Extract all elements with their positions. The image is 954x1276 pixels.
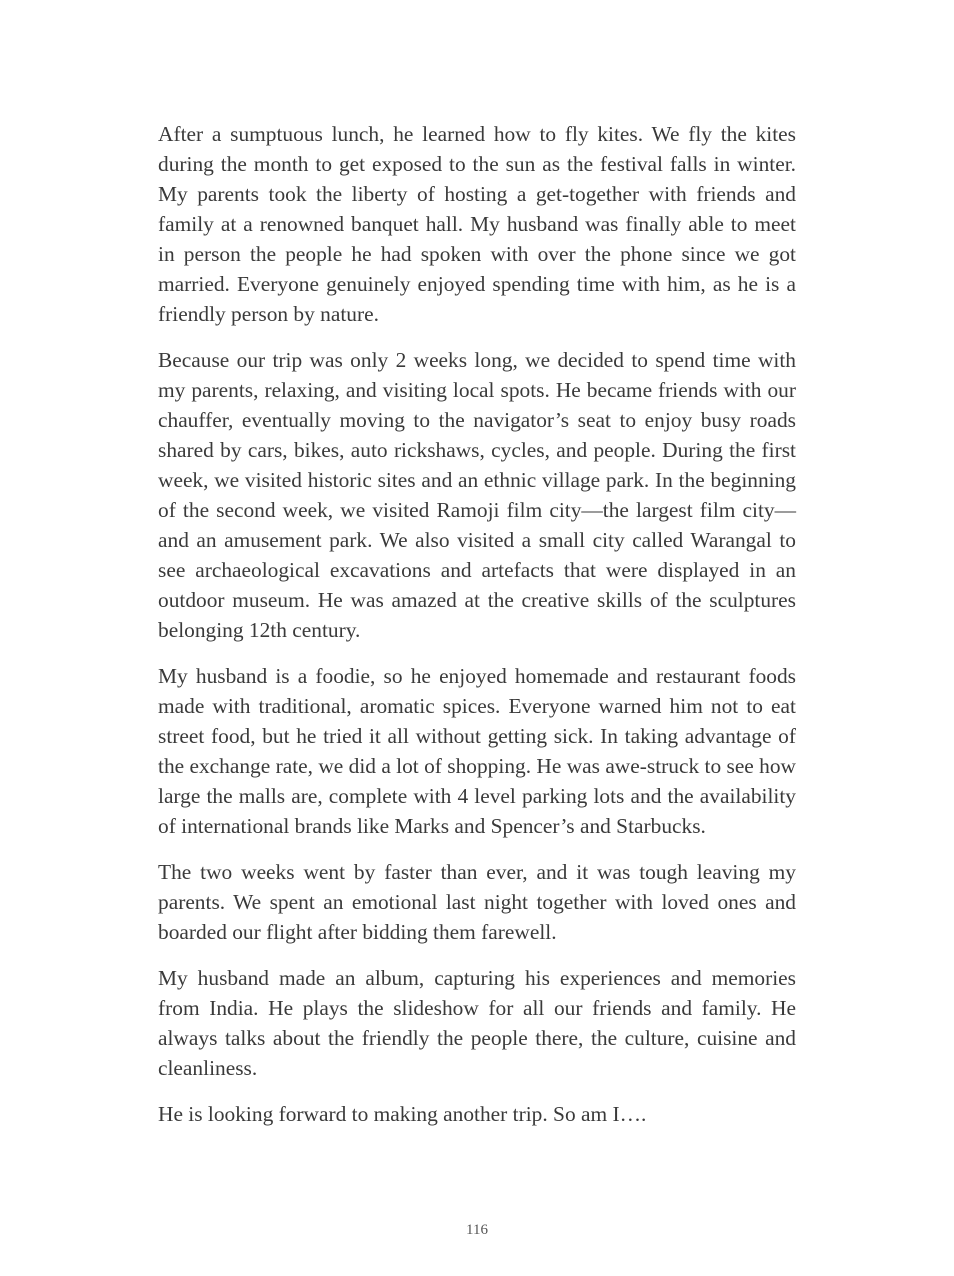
page-number: 116 xyxy=(466,1222,488,1238)
paragraph-farewell: The two weeks went by faster than ever, and it was tough leaving my parents. We spent an emotional last night together with loved ones and boarded our flight after bidding them farewell. xyxy=(158,860,796,944)
paragraph-album: My husband made an album, capturing his experiences and memories from India. He plays the slideshow for all our friends and family. He always talks about the friendly the people there, the culture, cuisine and cleanliness. xyxy=(158,966,796,1080)
paragraph-kites-and-get-together: After a sumptuous lunch, he learned how to fly kites. We fly the kites during the month to get exposed to the sun as the festival falls in winter. My parents took the liberty of hosting a get-together with friends and family at a renowned banquet hall. My husband was finally able to meet in person the people he had spoken with over the phone since we got married. Everyone genuinely enjoyed spending time with him, as he is a friendly person by nature. xyxy=(158,122,796,326)
paragraph-food-and-shopping: My husband is a foodie, so he enjoyed homemade and restaurant foods made with traditional, aromatic spices. Everyone warned him not to eat street food, but he tried it all without getting sick. In taking advantage of the exchange rate, we did a lot of shopping. He was awe-struck to see how large the malls are, complete with 4 level parking lots and the availability of international brands like Marks and Spencer’s and Starbucks. xyxy=(158,664,796,838)
paragraph-trip-and-sightseeing: Because our trip was only 2 weeks long, we decided to spend time with my parents, relaxing, and visiting local spots. He became friends with our chauffer, eventually moving to the navigator’s seat to enjoy busy roads shared by cars, bikes, auto rickshaws, cycles, and people. During the first week, we visited historic sites and an ethnic village park. In the beginning of the second week, we visited Ramoji film city—the largest film city—and an amusement park. We also visited a small city called Warangal to see archaeological excavations and artefacts that were displayed in an outdoor museum. He was amazed at the creative skills of the sculptures belonging 12th century. xyxy=(158,348,796,642)
body-text xyxy=(158,119,796,1145)
paragraph-closing: He is looking forward to making another trip. So am I…. xyxy=(158,1102,647,1126)
